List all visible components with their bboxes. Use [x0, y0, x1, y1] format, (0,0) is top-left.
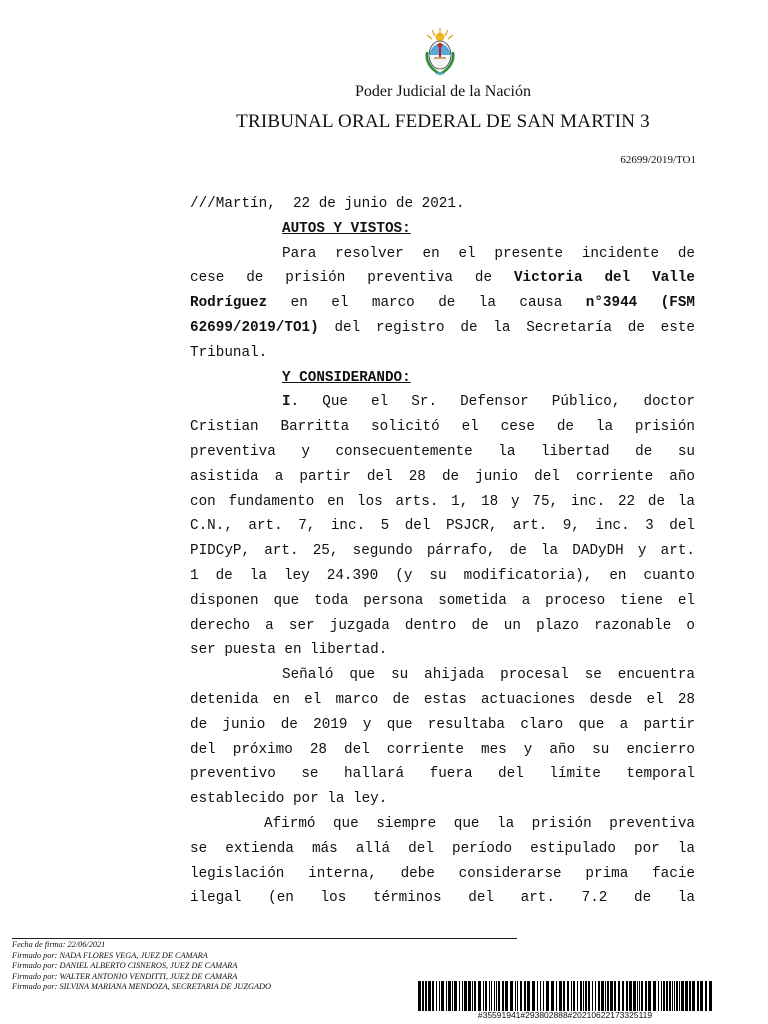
barcode-bar [648, 981, 651, 1011]
barcode-bar [618, 981, 620, 1011]
barcode-bar [592, 981, 593, 1011]
paragraph-line: disponen que toda persona sometida a proceso tiene el [190, 592, 695, 609]
paragraph-line: derecho a ser juzgada dentro de un plazo razonable o [190, 617, 695, 634]
paragraph-line: legislación interna, debe considerarse prima facie [190, 865, 695, 882]
court-name: Poder Judicial de la Nación [355, 83, 531, 100]
barcode-bar [663, 981, 665, 1011]
paragraph-line: Afirmó que siempre que la prisión preventiva [264, 815, 695, 832]
barcode-bar [653, 981, 656, 1011]
barcode-bar [540, 981, 541, 1011]
barcode-bar [483, 981, 484, 1011]
barcode-bar [532, 981, 535, 1011]
barcode-bar [496, 981, 497, 1011]
paragraph-line: de junio de 2019 y que resultaba claro que a partir [190, 716, 695, 733]
barcode-text: #35591941#293802888#20210622173325119 [477, 1010, 653, 1020]
paragraph-line: detenida en el marco de estas actuaciones desde el 28 [190, 691, 695, 708]
barcode-bar [585, 981, 587, 1011]
barcode-bar [633, 981, 636, 1011]
paragraph-line: se extienda más allá del período estipulado por la [190, 840, 695, 857]
paragraph-line: establecido por la ley. [190, 791, 388, 808]
barcode-bar [601, 981, 604, 1011]
paragraph-line: Rodríguez en el marco de la causa n°3944 (FSM [190, 295, 695, 312]
barcode-bar [454, 981, 457, 1011]
barcode-bar [692, 981, 695, 1011]
barcode-bar [645, 981, 647, 1011]
barcode-bar [527, 981, 530, 1011]
barcode-bar [559, 981, 562, 1011]
barcode-bar [425, 981, 427, 1011]
barcode-bar [588, 981, 590, 1011]
barcode-bar [705, 981, 707, 1011]
signer-line: Firmado por: SILVINA MARIANA MENDOZA, SECRETARIA DE JUZGADO [12, 982, 272, 992]
barcode-bar [537, 981, 538, 1011]
barcode-bar [515, 981, 516, 1011]
barcode-bar [598, 981, 600, 1011]
date-line: ///Martín, 22 de junio de 2021. [190, 196, 465, 212]
paragraph-line: C.N., art. 7, inc. 5 del PSJCR, art. 9, inc. 3 del [190, 518, 695, 535]
barcode-bar [676, 981, 678, 1011]
barcode-bar [489, 981, 490, 1011]
barcode-bar [681, 981, 684, 1011]
barcode-bar [520, 981, 522, 1011]
barcode-bar [641, 981, 643, 1011]
considerando-heading: Y CONSIDERANDO: [282, 369, 411, 386]
barcode-bar [580, 981, 582, 1011]
barcode-bar [629, 981, 632, 1011]
signer-line: Firmado por: DANIEL ALBERTO CISNEROS, JUEZ DE CAMARA [12, 961, 238, 971]
paragraph-line: Señaló que su ahijada procesal se encuentra [282, 667, 695, 684]
barcode-bar [639, 981, 640, 1011]
barcode-bar [472, 981, 473, 1011]
barcode-bar [637, 981, 638, 1011]
paragraph-line: preventiva y consecuentemente la libertad de su [190, 443, 695, 460]
barcode-bar [505, 981, 508, 1011]
barcode-bar [626, 981, 628, 1011]
barcode-bar [551, 981, 554, 1011]
paragraph-line: 62699/2019/TO1) del registro de la Secretaría de este [190, 319, 695, 336]
barcode-bar [577, 981, 578, 1011]
resolution-body [190, 192, 695, 911]
autos-heading: AUTOS Y VISTOS: [282, 220, 411, 237]
barcode-bar [661, 981, 662, 1011]
barcode-bar [459, 981, 460, 1011]
barcode-bar [607, 981, 609, 1011]
barcode-bar [468, 981, 471, 1011]
barcode-bar [432, 981, 434, 1011]
barcode-bar [428, 981, 431, 1011]
case-number: 62699/2019/TO1 [620, 154, 696, 166]
barcode-bar [485, 981, 487, 1011]
barcode-bar [685, 981, 688, 1011]
barcode-bar [436, 981, 437, 1011]
paragraph-line: ser puesta en libertad. [190, 642, 388, 659]
document-barcode [418, 981, 712, 1011]
signature-date: Fecha de firma: 22/06/2021 [12, 940, 106, 949]
paragraph-line: del próximo 28 del corriente mes y año su encierro [190, 741, 695, 758]
barcode-bar [418, 981, 421, 1011]
barcode-bar [510, 981, 513, 1011]
signature-block [12, 940, 271, 993]
barcode-bar [679, 981, 680, 1011]
barcode-bar [709, 981, 712, 1011]
barcode-bar [543, 981, 544, 1011]
barcode-bar [583, 981, 584, 1011]
barcode-bar [448, 981, 451, 1011]
paragraph-line: ilegal (en los términos del art. 7.2 de la [190, 890, 695, 907]
paragraph-line: cese de prisión preventiva de Victoria del Valle [190, 270, 695, 287]
barcode-bar [571, 981, 572, 1011]
barcode-bar [446, 981, 447, 1011]
barcode-bar [491, 981, 492, 1011]
barcode-bar [567, 981, 569, 1011]
barcode-bar [494, 981, 495, 1011]
tribunal-name: TRIBUNAL ORAL FEDERAL DE SAN MARTIN 3 [236, 111, 650, 132]
barcode-bar [700, 981, 703, 1011]
barcode-bar [697, 981, 699, 1011]
barcode-bar [439, 981, 440, 1011]
barcode-bar [563, 981, 565, 1011]
barcode-bar [517, 981, 518, 1011]
signer-line: Firmado por: WALTER ANTONIO VENDITTI, JUEZ DE CAMARA [12, 971, 238, 981]
barcode-bar [524, 981, 526, 1011]
barcode-bar [546, 981, 549, 1011]
barcode-bar [441, 981, 444, 1011]
barcode-bar [669, 981, 671, 1011]
barcode-bar [462, 981, 463, 1011]
barcode-bar [595, 981, 596, 1011]
barcode-bar [498, 981, 500, 1011]
barcode-bar [478, 981, 481, 1011]
barcode-bar [573, 981, 575, 1011]
paragraph-line: Para resolver en el presente incidente de [282, 245, 695, 262]
barcode-bar [610, 981, 613, 1011]
argentine-coat-of-arms-icon [422, 26, 458, 78]
paragraph-line: con fundamento en los arts. 1, 18 y 75, inc. 22 de la [190, 493, 695, 510]
barcode-bar [658, 981, 659, 1011]
barcode-bar [614, 981, 616, 1011]
paragraph-line: asistida a partir del 28 de junio del corriente año [190, 468, 695, 485]
signer-line: Firmado por: NADA FLORES VEGA, JUEZ DE CAMARA [12, 950, 208, 960]
barcode-bar [502, 981, 504, 1011]
barcode-bar [422, 981, 424, 1011]
barcode-bar [689, 981, 691, 1011]
barcode-bar [556, 981, 557, 1011]
barcode-bar [605, 981, 606, 1011]
paragraph-line: I. Que el Sr. Defensor Público, doctor [282, 394, 695, 411]
barcode-bar [674, 981, 675, 1011]
paragraph-line: preventivo se hallará fuera del límite temporal [190, 766, 695, 783]
barcode-bar [622, 981, 624, 1011]
paragraph-line: 1 de la ley 24.390 (y su modificatoria), en cuanto [190, 567, 695, 584]
barcode-bar [666, 981, 668, 1011]
barcode-bar [474, 981, 476, 1011]
barcode-bar [672, 981, 673, 1011]
paragraph-line: PIDCyP, art. 25, segundo párrafo, de la DADyDH y art. [190, 543, 695, 560]
paragraph-line: Tribunal. [190, 344, 268, 361]
barcode-bar [464, 981, 467, 1011]
paragraph-line: Cristian Barritta solicitó el cese de la prisión [190, 419, 695, 436]
signature-divider [12, 938, 517, 939]
barcode-bar [452, 981, 453, 1011]
